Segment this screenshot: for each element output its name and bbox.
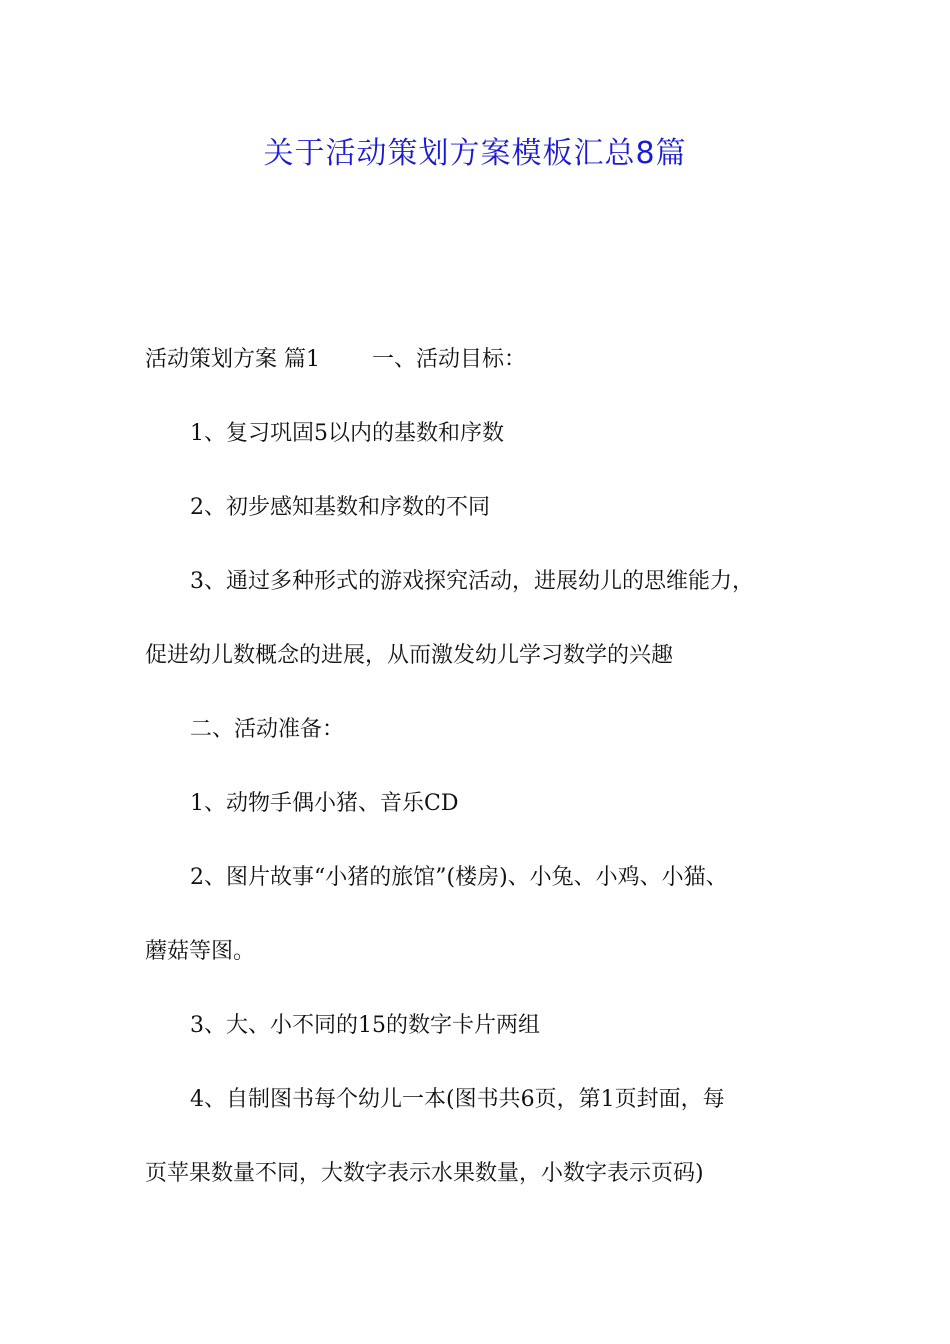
paragraph-line: 3、通过多种形式的游戏探究活动，进展幼儿的思维能力， — [190, 569, 754, 594]
paragraph-line: 3、大、小不同的15的数字卡片两组 — [190, 1013, 540, 1038]
section-heading-line — [145, 345, 815, 375]
paragraph-line: 1、复习巩固5以内的基数和序数 — [190, 421, 504, 446]
paragraph-heading: 二、活动准备： — [190, 717, 345, 742]
paragraph-line: 蘑菇等图。 — [145, 939, 256, 964]
section-first-heading: 一、活动目标： — [372, 347, 527, 372]
section-label: 活动策划方案 篇1 — [145, 347, 320, 372]
paragraph-line: 1、动物手偶小猪、音乐CD — [190, 791, 459, 816]
paragraph-line: 4、自制图书每个幼儿一本(图书共6页，第1页封面，每 — [190, 1087, 725, 1112]
paragraph-line: 2、初步感知基数和序数的不同 — [190, 495, 490, 520]
document-title: 关于活动策划方案模板汇总8篇 — [263, 136, 687, 171]
paragraph-line: 2、图片故事“小猪的旅馆”(楼房)、小兔、小鸡、小猫、 — [190, 865, 728, 890]
paragraph-line: 页苹果数量不同，大数字表示水果数量，小数字表示页码) — [145, 1161, 704, 1186]
paragraph-line: 促进幼儿数概念的进展，从而激发幼儿学习数学的兴趣 — [145, 643, 674, 668]
